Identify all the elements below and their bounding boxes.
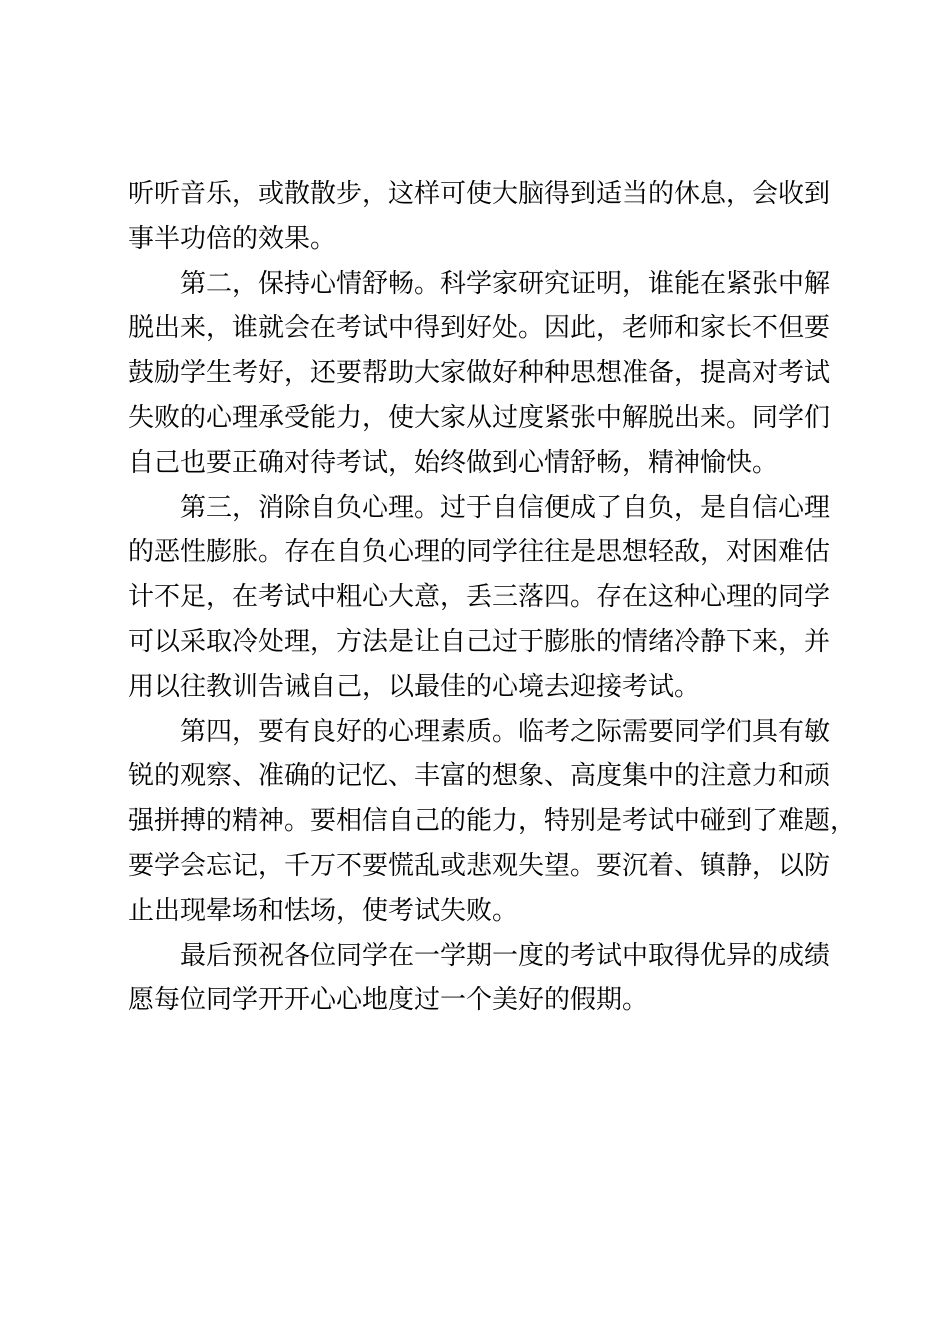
text-line: 鼓励学生考好，还要帮助大家做好种种思想准备，提高对考试 [128, 358, 831, 389]
text-line: 用以往教训告诫自己，以最佳的心境去迎接考试。 [128, 671, 701, 702]
text-line: 自己也要正确对待考试，始终做到心情舒畅，精神愉快。 [128, 447, 779, 478]
document-body [128, 172, 857, 1023]
text-line: 失败的心理承受能力，使大家从过度紧张中解脱出来。同学们 [128, 402, 831, 433]
paragraph-start-line: 第四，要有良好的心理素质。临考之际需要同学们具有敏 [180, 716, 831, 747]
text-line: 的恶性膨胀。存在自负心理的同学往往是思想轻敌，对困难估 [128, 537, 831, 568]
text-line: 可以采取冷处理，方法是让自己过于膨胀的情绪冷静下来，并 [128, 626, 831, 657]
text-line: 强拼搏的精神。要相信自己的能力，特别是考试中碰到了难题， [128, 806, 857, 837]
text-line: 脱出来，谁就会在考试中得到好处。因此，老师和家长不但要 [128, 313, 831, 344]
text-line: 要学会忘记，千万不要慌乱或悲观失望。要沉着、镇静，以防 [128, 850, 831, 881]
paragraph-start-line: 最后预祝各位同学在一学期一度的考试中取得优异的成绩 [180, 940, 831, 971]
text-line: 听听音乐，或散散步，这样可使大脑得到适当的休息，会收到 [128, 179, 831, 209]
text-line: 计不足，在考试中粗心大意，丢三落四。存在这种心理的同学 [128, 582, 831, 613]
text-line: 止出现晕场和怯场，使考试失败。 [128, 895, 519, 926]
text-line: 锐的观察、准确的记忆、丰富的想象、高度集中的注意力和顽 [128, 761, 831, 792]
paragraph-start-line: 第三，消除自负心理。过于自信便成了自负，是自信心理 [180, 492, 831, 523]
text-line: 事半功倍的效果。 [128, 223, 337, 254]
paragraph-start-line: 第二，保持心情舒畅。科学家研究证明，谁能在紧张中解 [180, 268, 831, 299]
text-line: 愿每位同学开开心心地度过一个美好的假期。 [128, 985, 649, 1016]
